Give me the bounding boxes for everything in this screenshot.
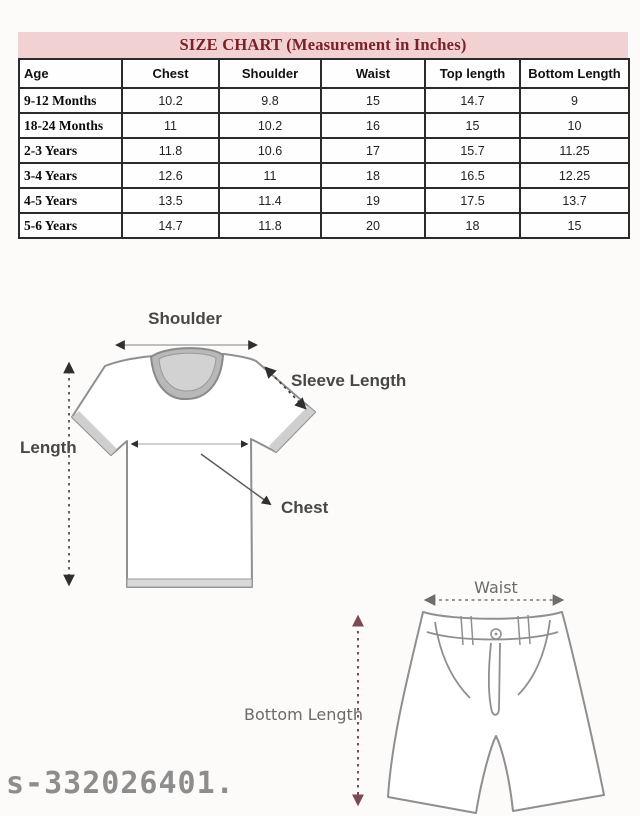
value-cell: 10.2 — [122, 88, 219, 113]
column-header-bottom-length: Bottom Length — [520, 59, 629, 88]
age-cell: 2-3 Years — [19, 138, 122, 163]
value-cell: 13.7 — [520, 188, 629, 213]
age-cell: 18-24 Months — [19, 113, 122, 138]
value-cell: 15.7 — [425, 138, 520, 163]
value-cell: 11 — [122, 113, 219, 138]
value-cell: 15 — [425, 113, 520, 138]
value-cell: 12.25 — [520, 163, 629, 188]
age-cell: 5-6 Years — [19, 213, 122, 238]
age-cell: 4-5 Years — [19, 188, 122, 213]
age-cell: 9-12 Months — [19, 88, 122, 113]
shorts-outline — [388, 612, 604, 813]
size-chart-table — [18, 58, 630, 239]
value-cell: 9 — [520, 88, 629, 113]
header-row — [19, 59, 629, 88]
sleeve-length-label: Sleeve Length — [291, 371, 407, 390]
value-cell: 16.5 — [425, 163, 520, 188]
value-cell: 17.5 — [425, 188, 520, 213]
tshirt-diagram — [20, 300, 407, 600]
value-cell: 11.4 — [219, 188, 321, 213]
column-header-waist: Waist — [321, 59, 425, 88]
value-cell: 13.5 — [122, 188, 219, 213]
value-cell: 16 — [321, 113, 425, 138]
value-cell: 19 — [321, 188, 425, 213]
value-cell: 10 — [520, 113, 629, 138]
size-chart-title: SIZE CHART (Measurement in Inches) — [18, 32, 628, 58]
bottom-length-label: Bottom Length — [244, 705, 363, 724]
size-chart-section — [18, 32, 628, 239]
table-row — [19, 88, 629, 113]
column-header-top-length: Top length — [425, 59, 520, 88]
chest-label: Chest — [281, 498, 329, 517]
value-cell: 14.7 — [425, 88, 520, 113]
value-cell: 18 — [321, 163, 425, 188]
length-label: Length — [20, 438, 77, 457]
value-cell: 11.8 — [219, 213, 321, 238]
value-cell: 10.6 — [219, 138, 321, 163]
value-cell: 11.8 — [122, 138, 219, 163]
waist-label: Waist — [474, 578, 518, 597]
value-cell: 17 — [321, 138, 425, 163]
value-cell: 11 — [219, 163, 321, 188]
value-cell: 20 — [321, 213, 425, 238]
table-row — [19, 138, 629, 163]
table-row — [19, 113, 629, 138]
value-cell: 14.7 — [122, 213, 219, 238]
value-cell: 15 — [520, 213, 629, 238]
shorts-button-hole — [495, 633, 498, 636]
value-cell: 15 — [321, 88, 425, 113]
value-cell: 9.8 — [219, 88, 321, 113]
table-row — [19, 163, 629, 188]
column-header-age: Age — [19, 59, 122, 88]
shorts-diagram — [230, 560, 640, 816]
watermark-id-text: s-332026401. — [6, 766, 235, 801]
value-cell: 18 — [425, 213, 520, 238]
column-header-shoulder: Shoulder — [219, 59, 321, 88]
value-cell: 10.2 — [219, 113, 321, 138]
column-header-chest: Chest — [122, 59, 219, 88]
age-cell: 3-4 Years — [19, 163, 122, 188]
value-cell: 12.6 — [122, 163, 219, 188]
shoulder-label: Shoulder — [148, 309, 222, 328]
table-row — [19, 188, 629, 213]
value-cell: 11.25 — [520, 138, 629, 163]
table-row — [19, 213, 629, 238]
